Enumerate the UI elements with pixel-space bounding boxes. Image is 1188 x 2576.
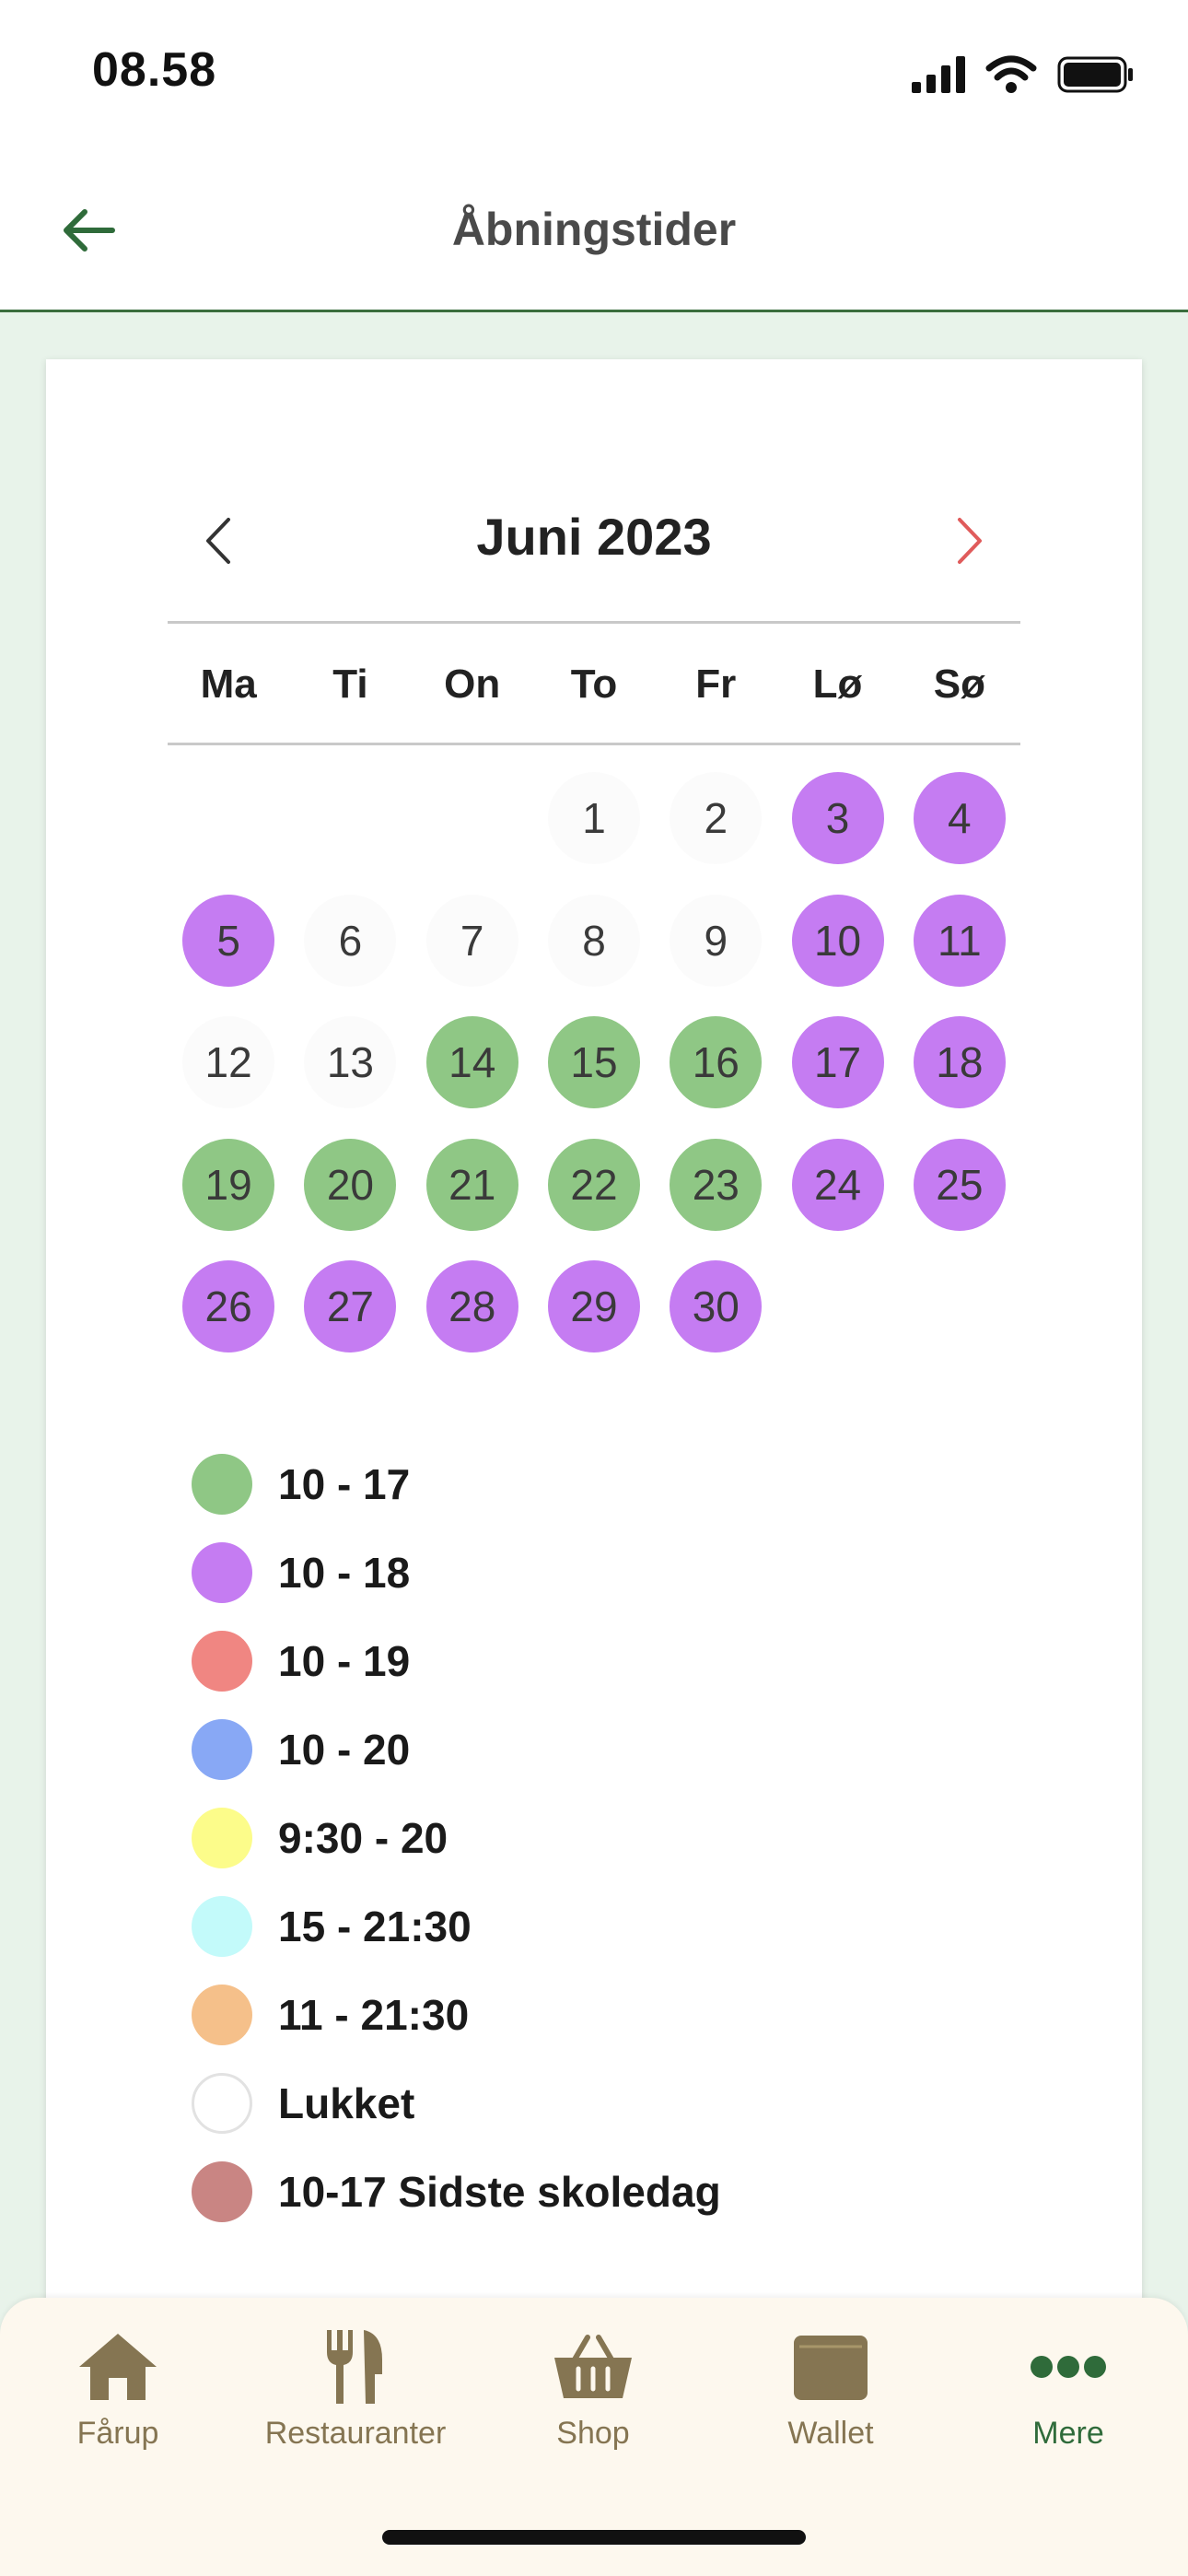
weekday-header (168, 626, 1020, 743)
day-cell (533, 1001, 655, 1124)
calendar-day[interactable]: 22 (548, 1139, 640, 1231)
calendar-day[interactable]: 23 (670, 1139, 762, 1231)
tab-wallet[interactable] (720, 2325, 941, 2482)
weekday-label: Ti (332, 662, 368, 707)
legend-color-dot (192, 1631, 252, 1692)
calendar-day[interactable]: 28 (426, 1260, 518, 1352)
legend-label: 10 - 20 (278, 1726, 411, 1774)
day-cell (533, 880, 655, 1002)
day-cell (655, 1124, 776, 1247)
legend-item (192, 1705, 721, 1794)
next-month-button[interactable] (942, 499, 997, 582)
legend (192, 1440, 721, 2236)
empty-day-cell (168, 757, 289, 880)
tab-mere[interactable] (958, 2325, 1179, 2482)
day-cell (899, 1001, 1020, 1124)
day-cell (533, 1246, 655, 1368)
weekday-label: Ma (200, 662, 257, 707)
day-cell (289, 1246, 411, 1368)
legend-item (192, 1882, 721, 1971)
legend-color-dot (192, 1808, 252, 1868)
chevron-right-icon (956, 516, 984, 566)
day-cell (899, 1124, 1020, 1247)
calendar-day[interactable]: 19 (182, 1139, 274, 1231)
calendar-day[interactable]: 3 (792, 772, 884, 864)
day-cell (899, 757, 1020, 880)
day-cell (168, 1246, 289, 1368)
weekday-label: Lø (812, 662, 863, 707)
calendar-day[interactable]: 8 (548, 895, 640, 987)
legend-label: 10 - 17 (278, 1460, 411, 1508)
divider-top (168, 621, 1020, 624)
day-cell (533, 1124, 655, 1247)
calendar-day[interactable]: 13 (304, 1016, 396, 1108)
empty-day-cell (412, 757, 533, 880)
day-cell (168, 880, 289, 1002)
calendar-day[interactable]: 2 (670, 772, 762, 864)
calendar-day[interactable]: 14 (426, 1016, 518, 1108)
calendar-day[interactable]: 26 (182, 1260, 274, 1352)
legend-label: 10 - 18 (278, 1549, 411, 1597)
tab-label: Mere (1032, 2416, 1104, 2451)
day-cell (776, 1001, 898, 1124)
legend-item (192, 1794, 721, 1882)
status-time: 08.58 (92, 43, 217, 97)
fork-knife-icon (323, 2328, 388, 2406)
tab-label: Wallet (787, 2416, 874, 2451)
legend-label: Lukket (278, 2079, 415, 2127)
legend-color-dot (192, 1719, 252, 1780)
day-cell (412, 1001, 533, 1124)
more-dots-icon (1030, 2353, 1107, 2381)
tab-restauranter[interactable] (245, 2325, 466, 2482)
legend-label: 10-17 Sidste skoledag (278, 2168, 721, 2216)
legend-color-dot (192, 2161, 252, 2222)
header (0, 147, 1188, 312)
wallet-icon (792, 2332, 869, 2402)
page-title: Åbningstider (451, 204, 737, 255)
signal-icon (912, 56, 965, 93)
calendar-day[interactable]: 10 (792, 895, 884, 987)
home-indicator (382, 2530, 806, 2545)
calendar-day[interactable]: 17 (792, 1016, 884, 1108)
legend-item (192, 2059, 721, 2148)
weekday-label: To (570, 662, 618, 707)
day-cell (655, 1246, 776, 1368)
day-cell (289, 1124, 411, 1247)
tab-farup[interactable] (7, 2325, 228, 2482)
day-cell (412, 1246, 533, 1368)
calendar-day[interactable]: 15 (548, 1016, 640, 1108)
status-icons (912, 55, 1135, 94)
legend-item (192, 1528, 721, 1617)
legend-color-dot (192, 2073, 252, 2134)
calendar-day[interactable]: 29 (548, 1260, 640, 1352)
day-cell (289, 1001, 411, 1124)
tab-label: Restauranter (264, 2416, 447, 2451)
legend-label: 10 - 19 (278, 1637, 411, 1685)
calendar-day[interactable]: 24 (792, 1139, 884, 1231)
day-cell (168, 1124, 289, 1247)
tab-shop[interactable] (483, 2325, 704, 2482)
calendar-day[interactable]: 21 (426, 1139, 518, 1231)
legend-item (192, 2148, 721, 2236)
tab-label: Shop (556, 2416, 630, 2451)
status-bar (0, 0, 1188, 147)
legend-item (192, 1617, 721, 1705)
day-grid (168, 757, 1020, 1368)
calendar-day[interactable]: 6 (304, 895, 396, 987)
day-cell (412, 1124, 533, 1247)
legend-label: 11 - 21:30 (278, 1991, 470, 2039)
calendar-day[interactable]: 1 (548, 772, 640, 864)
month-navigation (168, 479, 1020, 599)
day-cell (899, 880, 1020, 1002)
battery-icon (1057, 56, 1135, 93)
weekday-label: Sø (933, 662, 985, 707)
divider-bottom (168, 743, 1020, 745)
wifi-icon (985, 55, 1037, 94)
home-icon (76, 2330, 160, 2404)
month-title: Juni 2023 (476, 508, 712, 566)
calendar-day[interactable]: 20 (304, 1139, 396, 1231)
basket-icon (551, 2332, 635, 2402)
day-cell (168, 1001, 289, 1124)
legend-color-dot (192, 1542, 252, 1603)
tab-label: Fårup (76, 2416, 159, 2451)
calendar-day[interactable]: 11 (914, 895, 1006, 987)
calendar-day[interactable]: 4 (914, 772, 1006, 864)
legend-color-dot (192, 1454, 252, 1515)
legend-label: 9:30 - 20 (278, 1814, 448, 1862)
day-cell (655, 880, 776, 1002)
calendar-day[interactable]: 12 (182, 1016, 274, 1108)
day-cell (289, 880, 411, 1002)
legend-color-dot (192, 1896, 252, 1957)
day-cell (533, 757, 655, 880)
calendar-day[interactable]: 25 (914, 1139, 1006, 1231)
calendar-day[interactable]: 18 (914, 1016, 1006, 1108)
legend-item (192, 1440, 721, 1528)
legend-color-dot (192, 1985, 252, 2045)
day-cell (776, 1124, 898, 1247)
calendar-day[interactable]: 5 (182, 895, 274, 987)
legend-label: 15 - 21:30 (278, 1903, 472, 1950)
day-cell (776, 757, 898, 880)
day-cell (655, 1001, 776, 1124)
legend-item (192, 1971, 721, 2059)
calendar-day[interactable]: 30 (670, 1260, 762, 1352)
day-cell (776, 880, 898, 1002)
calendar-day[interactable]: 16 (670, 1016, 762, 1108)
weekday-label: Fr (695, 662, 737, 707)
weekday-label: On (444, 662, 501, 707)
empty-day-cell (289, 757, 411, 880)
day-cell (412, 880, 533, 1002)
calendar-day[interactable]: 7 (426, 895, 518, 987)
calendar-day[interactable]: 27 (304, 1260, 396, 1352)
calendar-day[interactable]: 9 (670, 895, 762, 987)
day-cell (655, 757, 776, 880)
